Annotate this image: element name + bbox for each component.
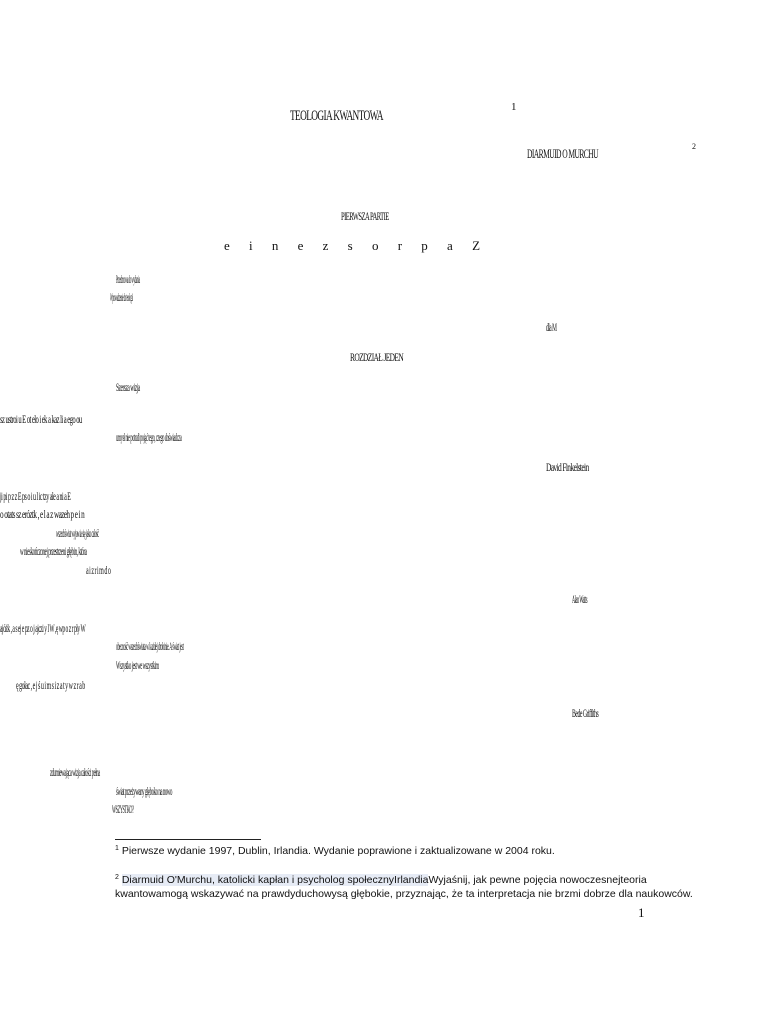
footnote-1 [115,845,555,857]
chapter-subtitle: Szersza wizja [116,380,140,394]
footnote-2 [115,874,647,886]
quote-line: ji pi p z z E ps o i u l ic tzy ale a ni a E [0,489,71,503]
quote-author: David Finkelstein [546,460,589,474]
quote-line: WSZYSTKO? [112,802,134,816]
quote-author: Bede Griffiths [572,706,599,720]
footnote-number: 2 [115,874,119,881]
reversed-heading: e i n e z s o r p a Z [224,238,489,253]
quote-line: umysł nie potrafi pojąć tego, czego doświadcza [116,430,182,444]
page-number: 1 [638,905,645,920]
author-name: DIARMUID O MURCHU [527,146,598,161]
quote-author: Alan Watts [572,592,588,606]
quote-line: sz ustroi u E ot elo i ek a kaz li a ego ou [0,412,82,426]
intro-line: Wprowadzenie do teologii [110,290,133,304]
document-title: TEOLOGIA KWANTOWA [290,108,383,124]
footnote-2-line2: kwantowamogą wskazywać na prawdyduchowysą głębokie, przyznając, że ta interpretacja nie brzmi dobrze dla naukowców. [115,888,693,900]
quote-line: obecność wszechświata w każdej drobinie. A świat jest [116,639,184,653]
quote-line: ajóżk , a s ej e pz o j ajczi y l W ,ę wp o z r ply W [0,621,86,635]
margin-word: dla M [546,320,557,334]
quote-line: zdumiewająca wizja całości pełna [50,765,100,779]
title-footnote-ref[interactable]: 1 [511,101,517,113]
part-heading: PIERWSZA PARTIE [341,209,389,223]
quote-line: świat przeżywany głęboko na nowo [116,784,172,798]
footnote-highlight: Diarmuid O'Murchu, katolicki kapłan i psycholog społecznyIrlandia [121,874,429,886]
chapter-heading: ROZDZIAŁ JEDEN [350,350,404,364]
quote-line: w nieskończonej przestrzeni głębin, która [20,544,87,558]
footnote-text: Wyjaśnij, jak pewne pojęcia nowoczesnejteoria [428,874,647,886]
author-footnote-ref[interactable]: 2 [692,142,696,151]
footnote-separator [115,839,261,840]
quote-line: Wszystko jest we wszystkim [116,658,159,672]
quote-line: o otats sz eróztk , e l a z wazeh p e i n [0,507,85,521]
quote-line: a i z r i m d o [86,563,111,577]
footnote-number: 1 [115,845,119,852]
quote-line: ę gołac , e j ś u i m s i z a t y w z r a b [16,678,85,692]
quote-line: wszechświat wyjawia się jako całość [56,526,99,540]
intro-line: Przedmowa do wydania [116,272,140,286]
footnote-text: Pierwsze wydanie 1997, Dublin, Irlandia. Wydanie poprawione i zaktualizowane w 2004 roku. [121,845,555,857]
